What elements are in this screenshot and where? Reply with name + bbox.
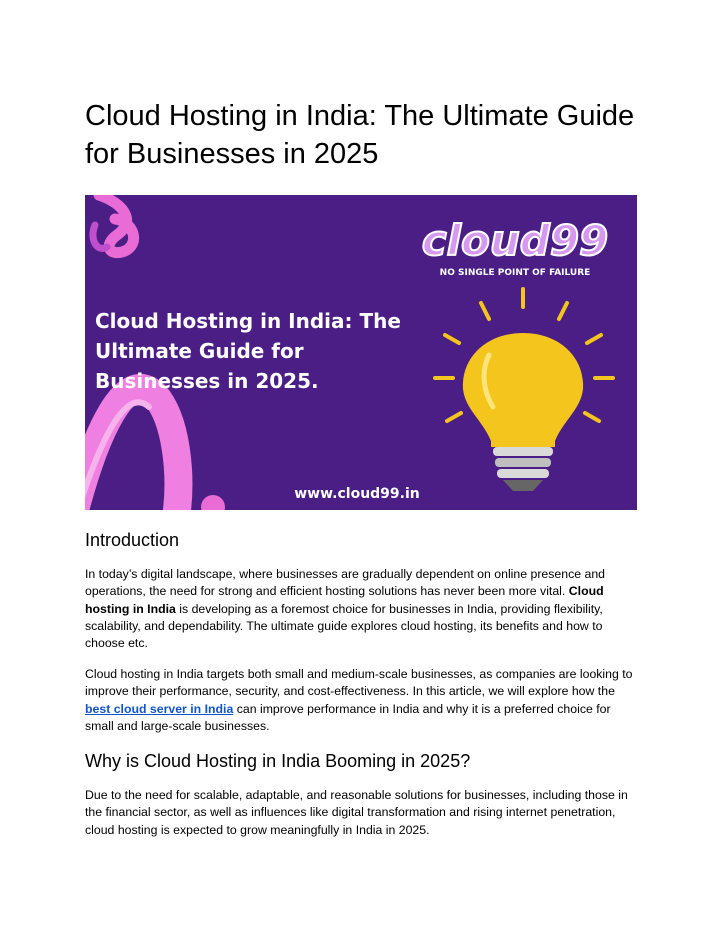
document-title: Cloud Hosting in India: The Ultimate Guide for Businesses in 2025	[85, 100, 635, 170]
intro-p1-text-b: is developing as a foremost choice for businesses in India, providing flexibility, scalability, and dependability. The ultimate guide explores cloud hosting, its benefits and how to choose etc.	[85, 601, 603, 651]
intro-paragraph-2	[85, 666, 637, 735]
banner-headline-line-3: Businesses in 2025.	[95, 369, 319, 393]
booming-paragraph-1: Due to the need for scalable, adaptable, and reasonable solutions for businesses, including those in the financial sector, as well as influences like digital transformation and rising internet penetration, cloud hosting is expected to grow meaningfully in India in 2025.	[85, 788, 628, 837]
intro-p1-text-a: In today’s digital landscape, where businesses are gradually dependent on online presence and operations, the need for strong and efficient hosting solutions has never been more vital.	[85, 567, 606, 599]
intro-p2-text-b: can improve performance in India and why it is a preferred choice for small and large-scale businesses.	[85, 701, 611, 733]
cloud99-logo	[422, 216, 609, 278]
booming-heading: Why is Cloud Hosting in India Booming in 2025?	[85, 751, 471, 771]
intro-paragraph-1	[85, 566, 637, 652]
intro-p2-text-a: Cloud hosting in India targets both small and medium-scale businesses, as companies are looking to improve their performance, security, and cost-effectiveness. In this article, we will explore how the	[85, 667, 633, 699]
banner-headline-line-2: Ultimate Guide for	[95, 339, 304, 363]
logo-text: cloud99	[421, 216, 609, 265]
hero-banner-image	[85, 195, 637, 510]
banner-headline-line-1: Cloud Hosting in India: The	[95, 309, 401, 333]
website-text: www.cloud99.in	[294, 486, 420, 502]
intro-p1-bold: Cloud hosting in India	[85, 584, 604, 616]
introduction-heading: Introduction	[85, 530, 180, 550]
best-cloud-server-link[interactable]: best cloud server in India	[85, 701, 234, 716]
tagline-text: NO SINGLE POINT OF FAILURE	[439, 268, 591, 278]
